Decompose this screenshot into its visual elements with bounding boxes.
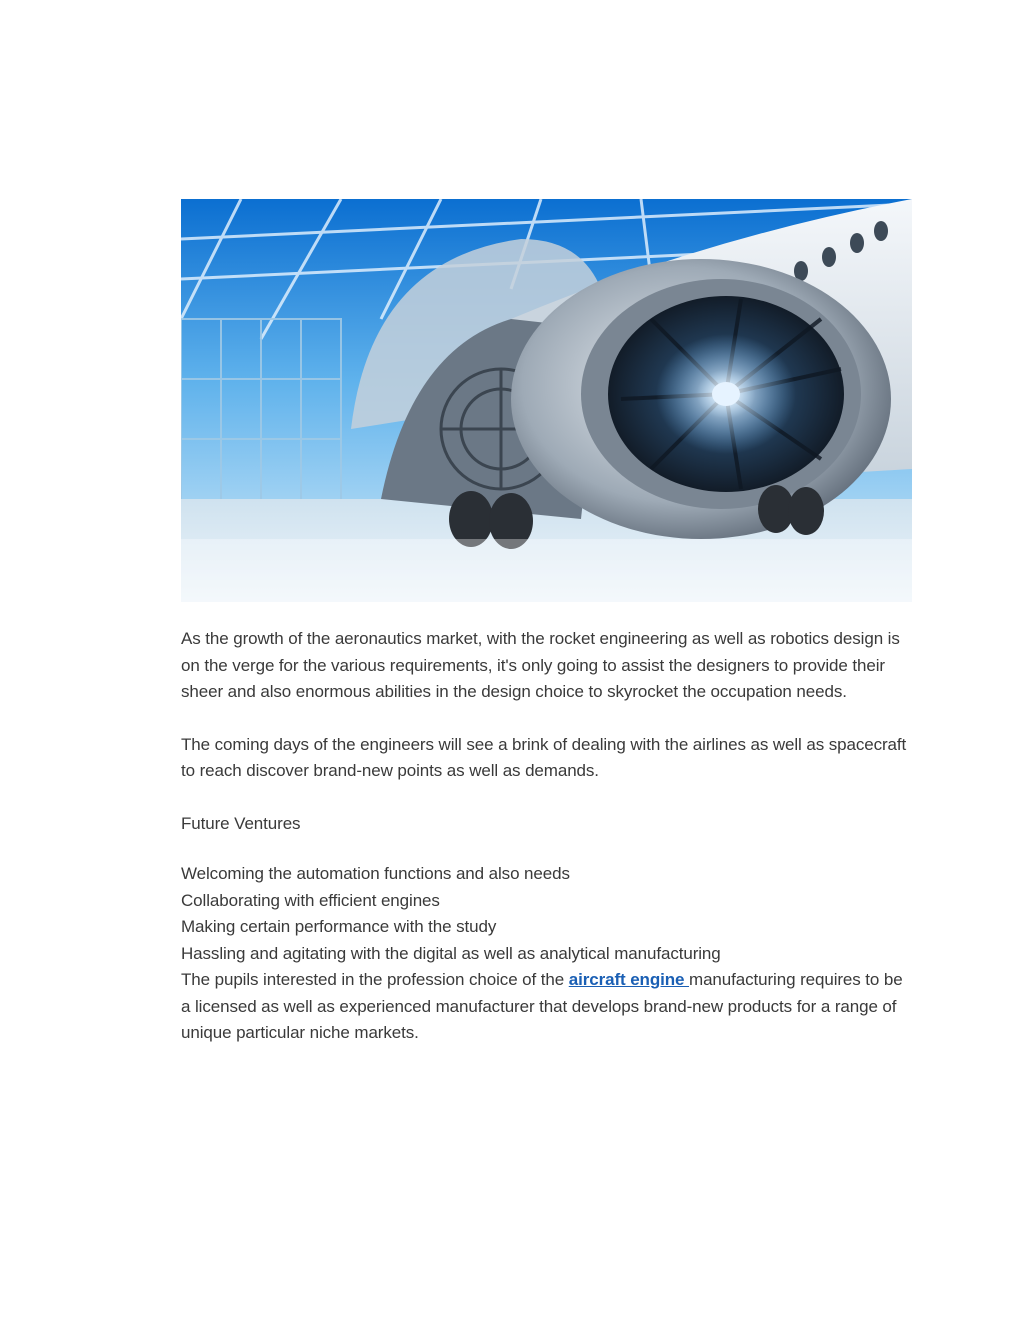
paragraph-pupils <box>181 967 911 1047</box>
section-heading: Future Ventures <box>181 813 301 833</box>
aircraft-engine-photo <box>181 199 912 602</box>
paragraph-intro: As the growth of the aeronautics market, with the rocket engineering as well as robotics design is on the verge for the various requirements, it's only going to assist the designers to provide their sheer and also enormous abilities in the design choice to skyrocket the occupation needs. <box>181 629 900 701</box>
list-item: Collaborating with efficient engines <box>181 890 440 910</box>
jet-engine-illustration <box>181 199 912 602</box>
paragraph-engineers: The coming days of the engineers will see a brink of dealing with the airlines as well as spacecraft to reach discover brand-new points as well as demands. <box>181 734 907 780</box>
list-item: Welcoming the automation functions and also needs <box>181 864 570 883</box>
aircraft-engine-link[interactable]: aircraft engine <box>568 970 690 989</box>
paragraph-pupils-start: The pupils interested in the profession choice of the <box>181 970 569 989</box>
article-body <box>181 626 911 1047</box>
list-item: Hassling and agitating with the digital as well as analytical manufacturing <box>181 943 721 963</box>
paragraph-pupils-end: manufacturing requires to be a licensed as well as experienced manufacturer that develops brand-new products for a range of unique particular niche markets. <box>181 970 903 1042</box>
list-item: Making certain performance with the study <box>181 917 497 936</box>
